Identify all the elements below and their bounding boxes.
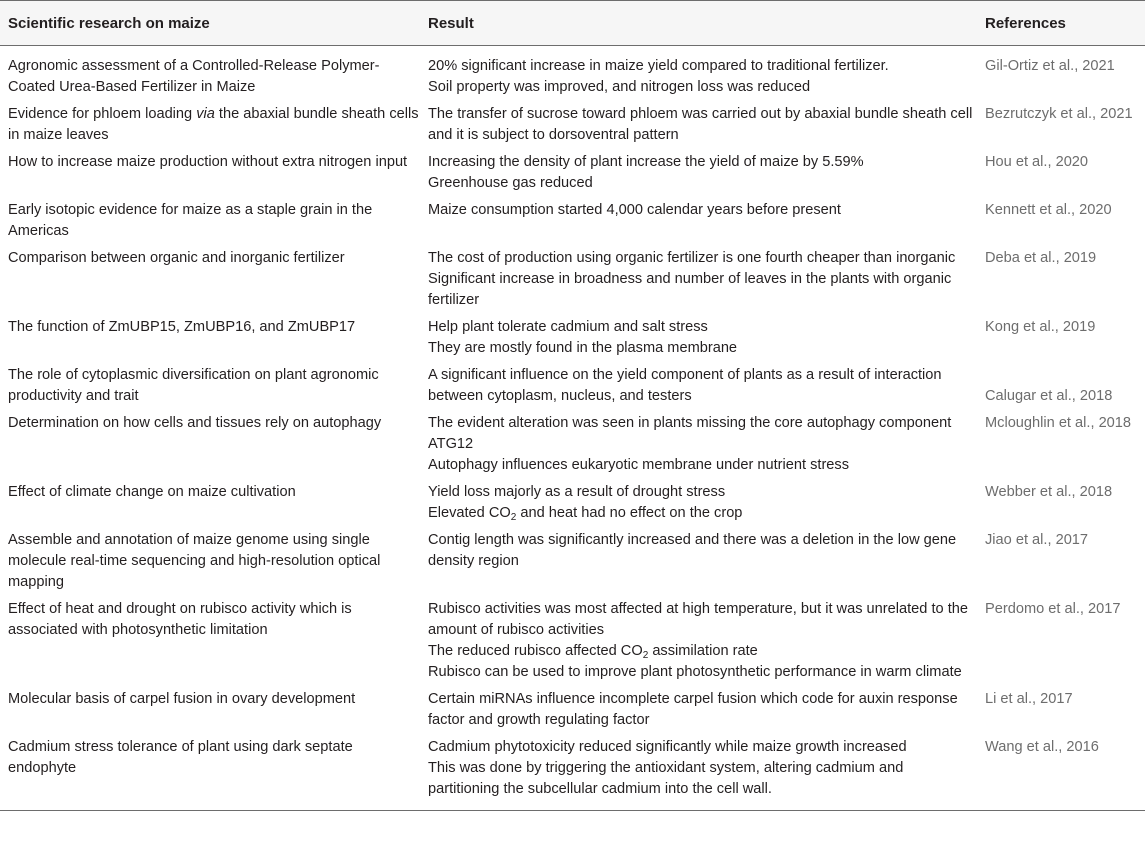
topic-cell: The function of ZmUBP15, ZmUBP16, and ZmUBP17 <box>8 319 356 335</box>
result-cell <box>420 149 977 197</box>
table-row <box>0 149 1145 197</box>
result-text: Elevated CO <box>428 505 511 521</box>
reference-cell: Webber et al., 2018 <box>985 484 1113 500</box>
reference-cell: Hou et al., 2020 <box>985 154 1089 170</box>
result-cell <box>420 101 977 149</box>
result-cell <box>420 46 977 102</box>
reference-cell: Perdomo et al., 2017 <box>985 601 1121 617</box>
table-row <box>0 314 1145 362</box>
topic-cell: How to increase maize production without extra nitrogen input <box>8 154 408 170</box>
header-result: Result <box>420 1 977 46</box>
result-cell <box>420 686 977 734</box>
result-line: They are mostly found in the plasma membrane <box>428 340 738 356</box>
result-line: This was done by triggering the antioxidant system, altering cadmium and partitioning the subcellular cadmium into the cell wall. <box>428 760 904 797</box>
reference-cell: Jiao et al., 2017 <box>985 532 1089 548</box>
reference-cell: Bezrutczyk et al., 2021 <box>985 106 1133 122</box>
result-line: Yield loss majorly as a result of drought stress <box>428 484 726 500</box>
table-body <box>0 46 1145 811</box>
reference-cell: Kong et al., 2019 <box>985 319 1096 335</box>
reference-cell: Li et al., 2017 <box>985 691 1073 707</box>
topic-cell: Effect of climate change on maize cultivation <box>8 484 296 500</box>
result-cell <box>420 410 977 479</box>
topic-cell: Effect of heat and drought on rubisco activity which is associated with photosynthetic limitation <box>8 601 352 638</box>
reference-cell: Kennett et al., 2020 <box>985 202 1112 218</box>
header-references: References <box>977 1 1145 46</box>
topic-cell: Assemble and annotation of maize genome using single molecule real-time sequencing and high-resolution optical mapping <box>8 532 381 590</box>
topic-italic-text: via <box>196 106 215 122</box>
topic-cell: Determination on how cells and tissues rely on autophagy <box>8 415 382 431</box>
result-line: Rubisco can be used to improve plant photosynthetic performance in warm climate <box>428 664 962 680</box>
table-row <box>0 686 1145 734</box>
topic-cell: Cadmium stress tolerance of plant using dark septate endophyte <box>0 734 420 811</box>
result-line: Maize consumption started 4,000 calendar years before present <box>428 202 841 218</box>
header-topic: Scientific research on maize <box>0 1 420 46</box>
result-cell <box>420 245 977 314</box>
result-cell <box>420 734 977 811</box>
table-row <box>0 197 1145 245</box>
topic-cell: Early isotopic evidence for maize as a staple grain in the Americas <box>8 202 373 239</box>
reference-cell: Mcloughlin et al., 2018 <box>985 415 1132 431</box>
table-row <box>0 362 1145 410</box>
result-cell <box>420 197 977 245</box>
header-row <box>0 1 1145 46</box>
result-cell <box>420 479 977 527</box>
result-line-co2 <box>428 503 977 524</box>
result-text: and heat had no effect on the crop <box>516 505 743 521</box>
topic-cell: The role of cytoplasmic diversification on plant agronomic productivity and trait <box>8 367 379 404</box>
reference-cell: Wang et al., 2016 <box>977 734 1145 811</box>
table-row <box>0 410 1145 479</box>
subscript: 2 <box>642 650 649 661</box>
table-row <box>0 46 1145 102</box>
result-text: assimilation rate <box>648 643 758 659</box>
table-header <box>0 1 1145 46</box>
table-row <box>0 596 1145 686</box>
result-cell <box>420 527 977 596</box>
result-cell <box>420 596 977 686</box>
result-line: The cost of production using organic fertilizer is one fourth cheaper than inorganic <box>428 250 956 266</box>
reference-cell: Gil-Ortiz et al., 2021 <box>985 58 1115 74</box>
topic-text: the abaxial bundle sheath cells in maize leaves <box>8 106 419 143</box>
table-row <box>0 101 1145 149</box>
subscript: 2 <box>510 512 517 523</box>
result-line: 20% significant increase in maize yield compared to traditional fertilizer. <box>428 58 889 74</box>
table-row <box>0 245 1145 314</box>
reference-cell: Calugar et al., 2018 <box>985 388 1113 404</box>
result-line: Autophagy influences eukaryotic membrane under nutrient stress <box>428 457 850 473</box>
result-line: Increasing the density of plant increase the yield of maize by 5.59% <box>428 154 864 170</box>
result-line: The transfer of sucrose toward phloem was carried out by abaxial bundle sheath cell and it is subject to dorsoventral pattern <box>428 106 973 143</box>
result-line: A significant influence on the yield component of plants as a result of interaction between cytoplasm, nucleus, and testers <box>428 367 942 404</box>
topic-cell <box>0 101 420 149</box>
result-line-co2 <box>428 641 977 662</box>
table-row <box>0 479 1145 527</box>
result-line: Greenhouse gas reduced <box>428 175 593 191</box>
result-line: Certain miRNAs influence incomplete carpel fusion which code for auxin response factor and growth regulating factor <box>428 691 958 728</box>
result-text: The reduced rubisco affected CO <box>428 643 643 659</box>
result-cell <box>420 314 977 362</box>
result-line: Significant increase in broadness and number of leaves in the plants with organic fertilizer <box>428 271 952 308</box>
reference-cell: Deba et al., 2019 <box>985 250 1097 266</box>
result-line: The evident alteration was seen in plants missing the core autophagy component ATG12 <box>428 415 952 452</box>
table-row <box>0 734 1145 811</box>
result-cell <box>420 362 977 410</box>
result-line: Soil property was improved, and nitrogen loss was reduced <box>428 79 811 95</box>
result-line: Rubisco activities was most affected at high temperature, but it was unrelated to the amount of rubisco activities <box>428 601 968 638</box>
result-line: Help plant tolerate cadmium and salt stress <box>428 319 708 335</box>
topic-cell: Agronomic assessment of a Controlled-Release Polymer-Coated Urea-Based Fertilizer in Maize <box>8 58 380 95</box>
topic-text: Evidence for phloem loading <box>8 106 197 122</box>
table-row <box>0 527 1145 596</box>
topic-cell: Comparison between organic and inorganic fertilizer <box>8 250 345 266</box>
result-line: Contig length was significantly increased and there was a deletion in the low gene density region <box>428 532 957 569</box>
topic-cell: Molecular basis of carpel fusion in ovary development <box>8 691 356 707</box>
result-line: Cadmium phytotoxicity reduced significantly while maize growth increased <box>428 739 907 755</box>
